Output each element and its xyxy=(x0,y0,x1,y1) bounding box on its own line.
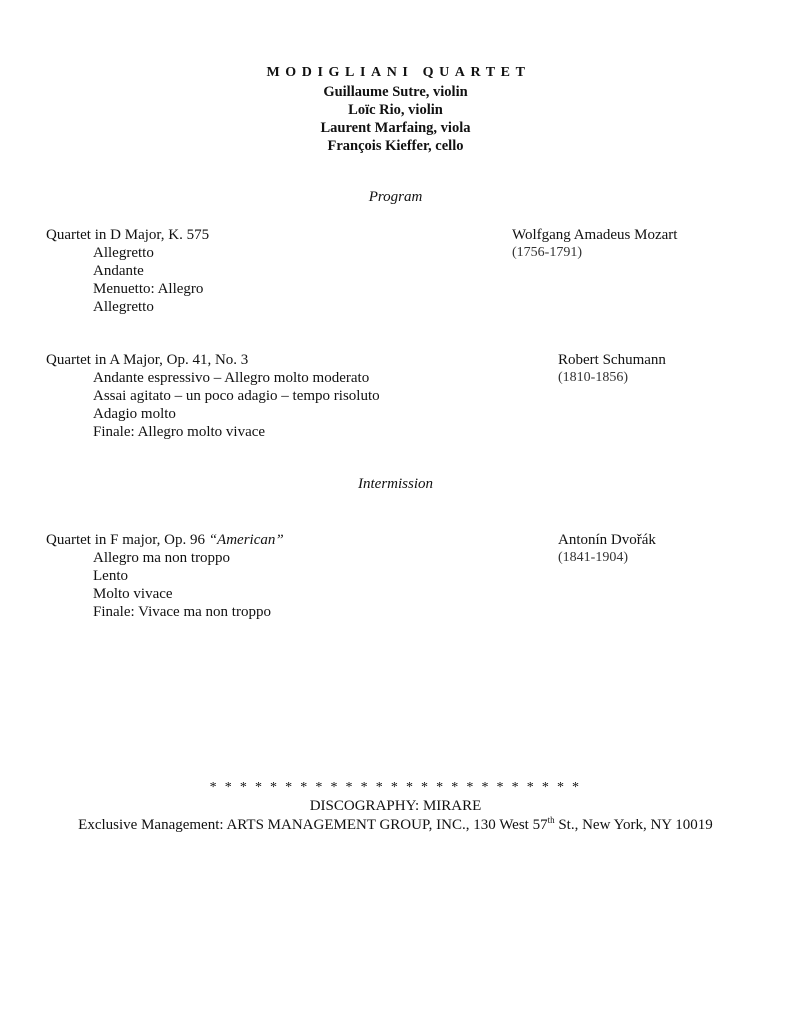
management-suffix: St., New York, NY 10019 xyxy=(554,817,713,833)
movement: Andante espressivo – Allegro molto moderato xyxy=(93,370,370,386)
management-prefix: Exclusive Management: ARTS MANAGEMENT GROUP, INC., 130 West 57 xyxy=(78,817,548,833)
movement: Finale: Vivace ma non troppo xyxy=(93,604,271,620)
work-title: Quartet in F major, Op. 96 xyxy=(46,532,209,548)
member-line: Laurent Marfaing, viola xyxy=(320,120,471,136)
composer-dates: (1810-1856) xyxy=(558,370,628,385)
work-mozart xyxy=(46,226,746,316)
ensemble-name: MODIGLIANI QUARTET xyxy=(266,65,531,80)
movement: Menuetto: Allegro xyxy=(93,281,204,297)
movement: Finale: Allegro molto vivace xyxy=(93,424,266,440)
composer-dates: (1756-1791) xyxy=(512,245,582,260)
ordinal-suffix: th xyxy=(547,815,555,825)
work-schumann xyxy=(46,351,746,441)
movement: Allegretto xyxy=(93,299,154,315)
composer-name: Robert Schumann xyxy=(558,352,666,368)
movement: Lento xyxy=(93,568,128,584)
separator-stars: * * * * * * * * * * * * * * * * * * * * * * * * * xyxy=(209,780,582,795)
composer-name: Wolfgang Amadeus Mozart xyxy=(512,227,678,243)
member-line: Loïc Rio, violin xyxy=(348,102,443,118)
work-title: Quartet in D Major, K. 575 xyxy=(46,227,210,243)
movement: Assai agitato – un poco adagio – tempo risoluto xyxy=(93,388,380,404)
movement: Allegretto xyxy=(93,245,154,261)
ensemble-header xyxy=(0,64,791,155)
discography-line: DISCOGRAPHY: MIRARE xyxy=(309,798,482,814)
footer xyxy=(0,778,791,835)
intermission-heading: Intermission xyxy=(358,476,433,492)
program-heading: Program xyxy=(368,189,423,205)
member-line: François Kieffer, cello xyxy=(327,138,464,154)
work-title: Quartet in A Major, Op. 41, No. 3 xyxy=(46,352,249,368)
work-subtitle: “American” xyxy=(208,532,284,548)
movement: Molto vivace xyxy=(93,586,173,602)
movement: Adagio molto xyxy=(93,406,176,422)
management-line xyxy=(0,816,791,835)
movement: Andante xyxy=(93,263,144,279)
member-line: Guillaume Sutre, violin xyxy=(323,84,468,100)
composer-dates: (1841-1904) xyxy=(558,550,628,565)
movement: Allegro ma non troppo xyxy=(93,550,231,566)
work-dvorak xyxy=(46,531,746,621)
composer-name: Antonín Dvořák xyxy=(558,532,656,548)
